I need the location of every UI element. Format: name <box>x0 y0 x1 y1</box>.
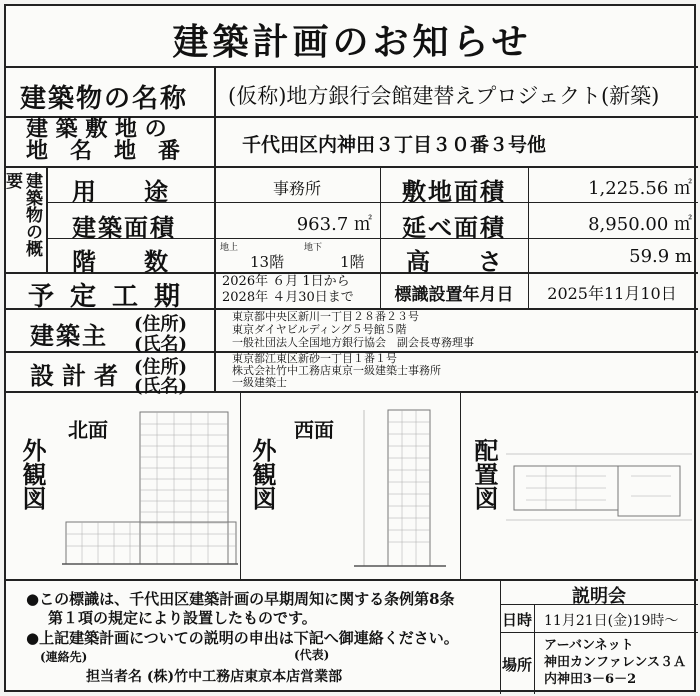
divider <box>6 391 698 393</box>
building-name-value: (仮称)地方銀行会館建替えプロジェクト(新築) <box>228 84 660 108</box>
below-ground-prefix: 地下 <box>304 243 323 253</box>
overview-group-label: 建築物の概要 <box>2 172 42 257</box>
site-area-label: 敷地面積 <box>402 177 506 206</box>
rep-tag: (代表) <box>294 648 330 662</box>
divider <box>6 166 698 168</box>
briefing-place-line2: 神田カンファレンス３Ａ <box>544 655 687 670</box>
divider <box>500 632 698 633</box>
above-ground-prefix: 地上 <box>220 243 239 253</box>
divider <box>240 391 241 579</box>
designer-line2: 株式会社竹中工務店東京一級建築士事務所 <box>232 364 441 377</box>
contact-person: 担当者名 (株)竹中工務店東京本店営業部 <box>86 669 343 685</box>
divider <box>6 579 698 581</box>
owner-address-tag: (住所) <box>134 314 188 335</box>
north-elevation-drawing <box>62 404 238 576</box>
owner-line1: 東京都中央区新川一丁目２８番２３号 <box>232 310 419 323</box>
divider <box>380 166 381 308</box>
divider <box>528 166 529 308</box>
page-title: 建築計画のお知らせ <box>172 21 532 63</box>
site-label-line1: 建 築 敷 地 の <box>26 116 167 142</box>
west-face-label: 西面 <box>294 418 334 442</box>
owner-name-tag: (氏名) <box>134 334 188 355</box>
building-area-label: 建築面積 <box>72 213 176 242</box>
building-area-value: 963.7 ㎡ <box>296 214 372 235</box>
floors-label: 階 数 <box>72 247 168 276</box>
owner-label: 建築主 <box>30 321 108 350</box>
site-layout-drawing <box>506 446 692 526</box>
divider <box>6 66 698 68</box>
above-ground-floors: 13階 <box>250 253 285 271</box>
designer-address-tag: (住所) <box>134 357 188 378</box>
designer-line1: 東京都江東区新砂一丁目１番１号 <box>232 352 397 365</box>
height-value: 59.9 m <box>629 246 692 267</box>
note-line2: 第１項の規定により設置したものです。 <box>48 609 317 627</box>
layout-label: 配置図 <box>470 438 499 510</box>
height-label: 高 さ <box>406 247 502 276</box>
briefing-place-line1: アーバンネット <box>544 638 634 653</box>
designer-label: 設計者 <box>30 361 126 390</box>
use-value: 事務所 <box>272 179 321 198</box>
designer-name-tag: (氏名) <box>134 376 188 397</box>
sign-date-label: 標識設置年月日 <box>394 285 514 305</box>
site-label-line2: 地 名 地 番 <box>26 138 181 164</box>
use-label: 用 途 <box>72 177 168 206</box>
schedule-from: 2026年 ６月 1日から <box>222 274 350 289</box>
briefing-title: 説明会 <box>572 586 626 607</box>
divider <box>214 66 216 166</box>
exterior-label-west: 外観図 <box>248 438 277 510</box>
briefing-date-label: 日時 <box>501 611 532 629</box>
divider <box>460 391 461 579</box>
designer-line3: 一級建築士 <box>232 376 287 389</box>
below-ground-floors: 1階 <box>340 253 365 271</box>
schedule-label: 予定工期 <box>28 282 197 312</box>
site-area-value: 1,225.56 ㎡ <box>588 178 692 199</box>
building-name-label: 建築物の名称 <box>20 84 189 114</box>
exterior-label-north: 外観図 <box>18 438 47 510</box>
briefing-date-value: 11月21日(金)19時～ <box>544 613 679 629</box>
north-face-label: 北面 <box>68 418 108 442</box>
owner-line2: 東京ダイヤビルディング５号館５階 <box>232 323 407 336</box>
note-line3: ●上記建築計画についての説明の申出は下記へ御連絡ください。 <box>26 629 459 647</box>
divider <box>534 604 535 694</box>
divider <box>46 166 48 272</box>
floor-area-value: 8,950.00 ㎡ <box>588 214 692 235</box>
sign-date-value: 2025年11月10日 <box>547 284 677 303</box>
site-value: 千代田区内神田３丁目３０番３号他 <box>242 134 547 156</box>
schedule-to: 2028年 ４月30日まで <box>222 290 354 305</box>
west-elevation-drawing <box>346 404 456 576</box>
floor-area-label: 延べ面積 <box>402 213 506 242</box>
owner-line3: 一般社団法人全国地方銀行協会 副会長専務理事 <box>232 336 474 349</box>
notice-board <box>4 4 696 692</box>
briefing-place-label: 場所 <box>501 656 532 674</box>
contact-tag: (連絡先) <box>40 650 88 664</box>
note-line1: ●この標識は、千代田区建築計画の早期周知に関する条例第8条 <box>26 590 455 608</box>
divider <box>214 166 216 391</box>
briefing-place-line3: 内神田3－6－2 <box>544 672 637 687</box>
